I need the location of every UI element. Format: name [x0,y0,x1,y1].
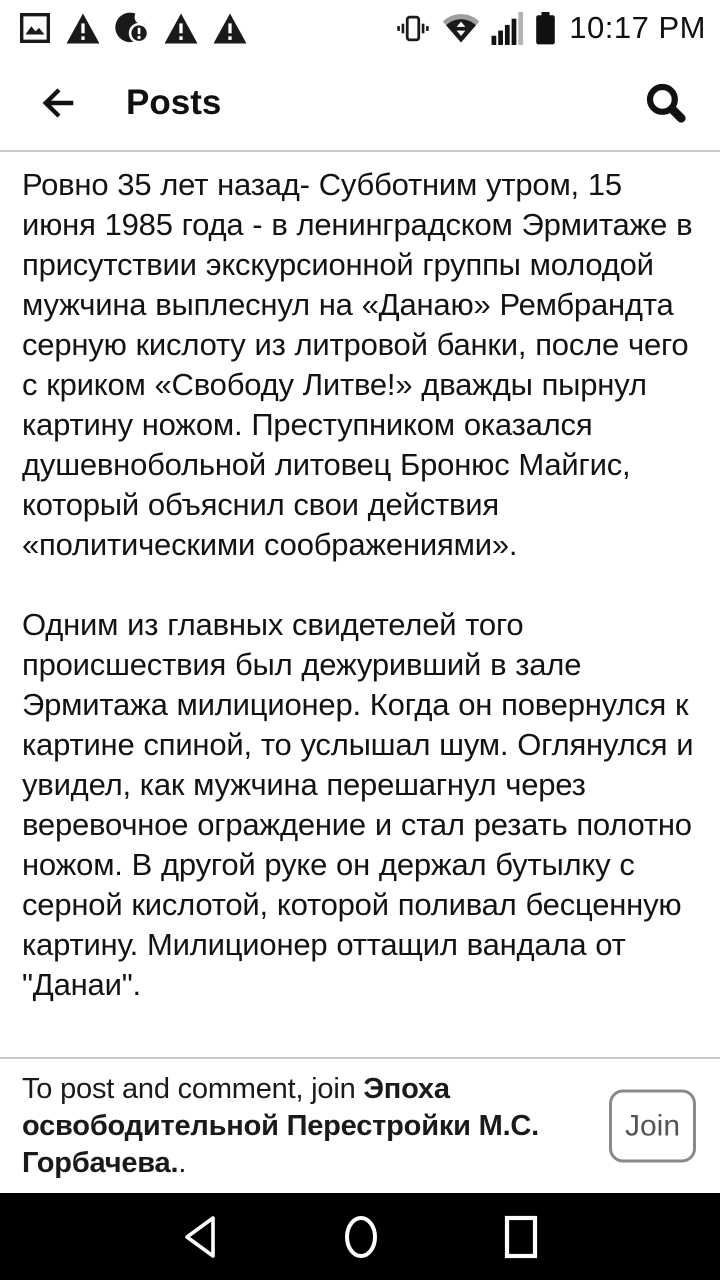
system-status-icons [395,10,706,46]
vibrate-icon [395,14,431,43]
notification-icons [18,10,248,46]
page-title: Posts [126,83,222,122]
join-prompt-suffix: . [178,1146,187,1179]
signal-icon [491,11,524,46]
join-prompt-prefix: To post and comment, join [22,1072,364,1105]
clock-time: 10:17 PM [569,10,706,45]
nav-back-icon[interactable] [182,1213,218,1261]
image-icon [18,11,52,45]
search-button[interactable] [642,79,690,127]
alert-circle-icon [114,10,150,46]
nav-home-icon[interactable] [342,1213,380,1261]
warning-icon [65,12,101,45]
battery-icon [535,11,556,46]
nav-recents-icon[interactable] [504,1214,538,1260]
join-button[interactable]: Join [609,1090,696,1163]
post-paragraph: Одним из главных свидетелей того происшествия был дежуривший в зале Эрмитажа милиционер. Когда он повернулся к картине спиной, то услышал шум. Оглянулся и увидел, как мужчина перешагнул через веревочное ограждение и стал резать полотно ножом. В другой руке он держал бутылку с серной кислотой, которой поливал бесценную картину. Милиционер оттащил вандала от "Данаи". [22,607,694,1002]
app-bar [0,56,720,152]
warning-icon [212,12,248,45]
android-nav-bar [0,1193,720,1280]
post-body [0,152,720,1057]
warning-icon [163,12,199,45]
wifi-icon [442,12,480,44]
post-paragraph: Ровно 35 лет назад- Субботним утром, 15 июня 1985 года - в ленинградском Эрмитаже в присутствии экскурсионной группы молодой мужчина выплеснул на «Данаю» Рембрандта серную кислоту из литровой банки, после чего с криком «Свободу Литве!» дважды пырнул картину ножом. Преступником оказался душевнобольной литовец Бронюс Майгис, который объяснил свои действия «политическими соображениями». [22,167,693,562]
join-group-bar [0,1057,720,1193]
group-name-link[interactable]: Эпоха освободительной Перестройки М.С. Горбачева. [22,1072,540,1179]
status-bar [0,0,720,56]
back-button[interactable] [36,81,80,125]
